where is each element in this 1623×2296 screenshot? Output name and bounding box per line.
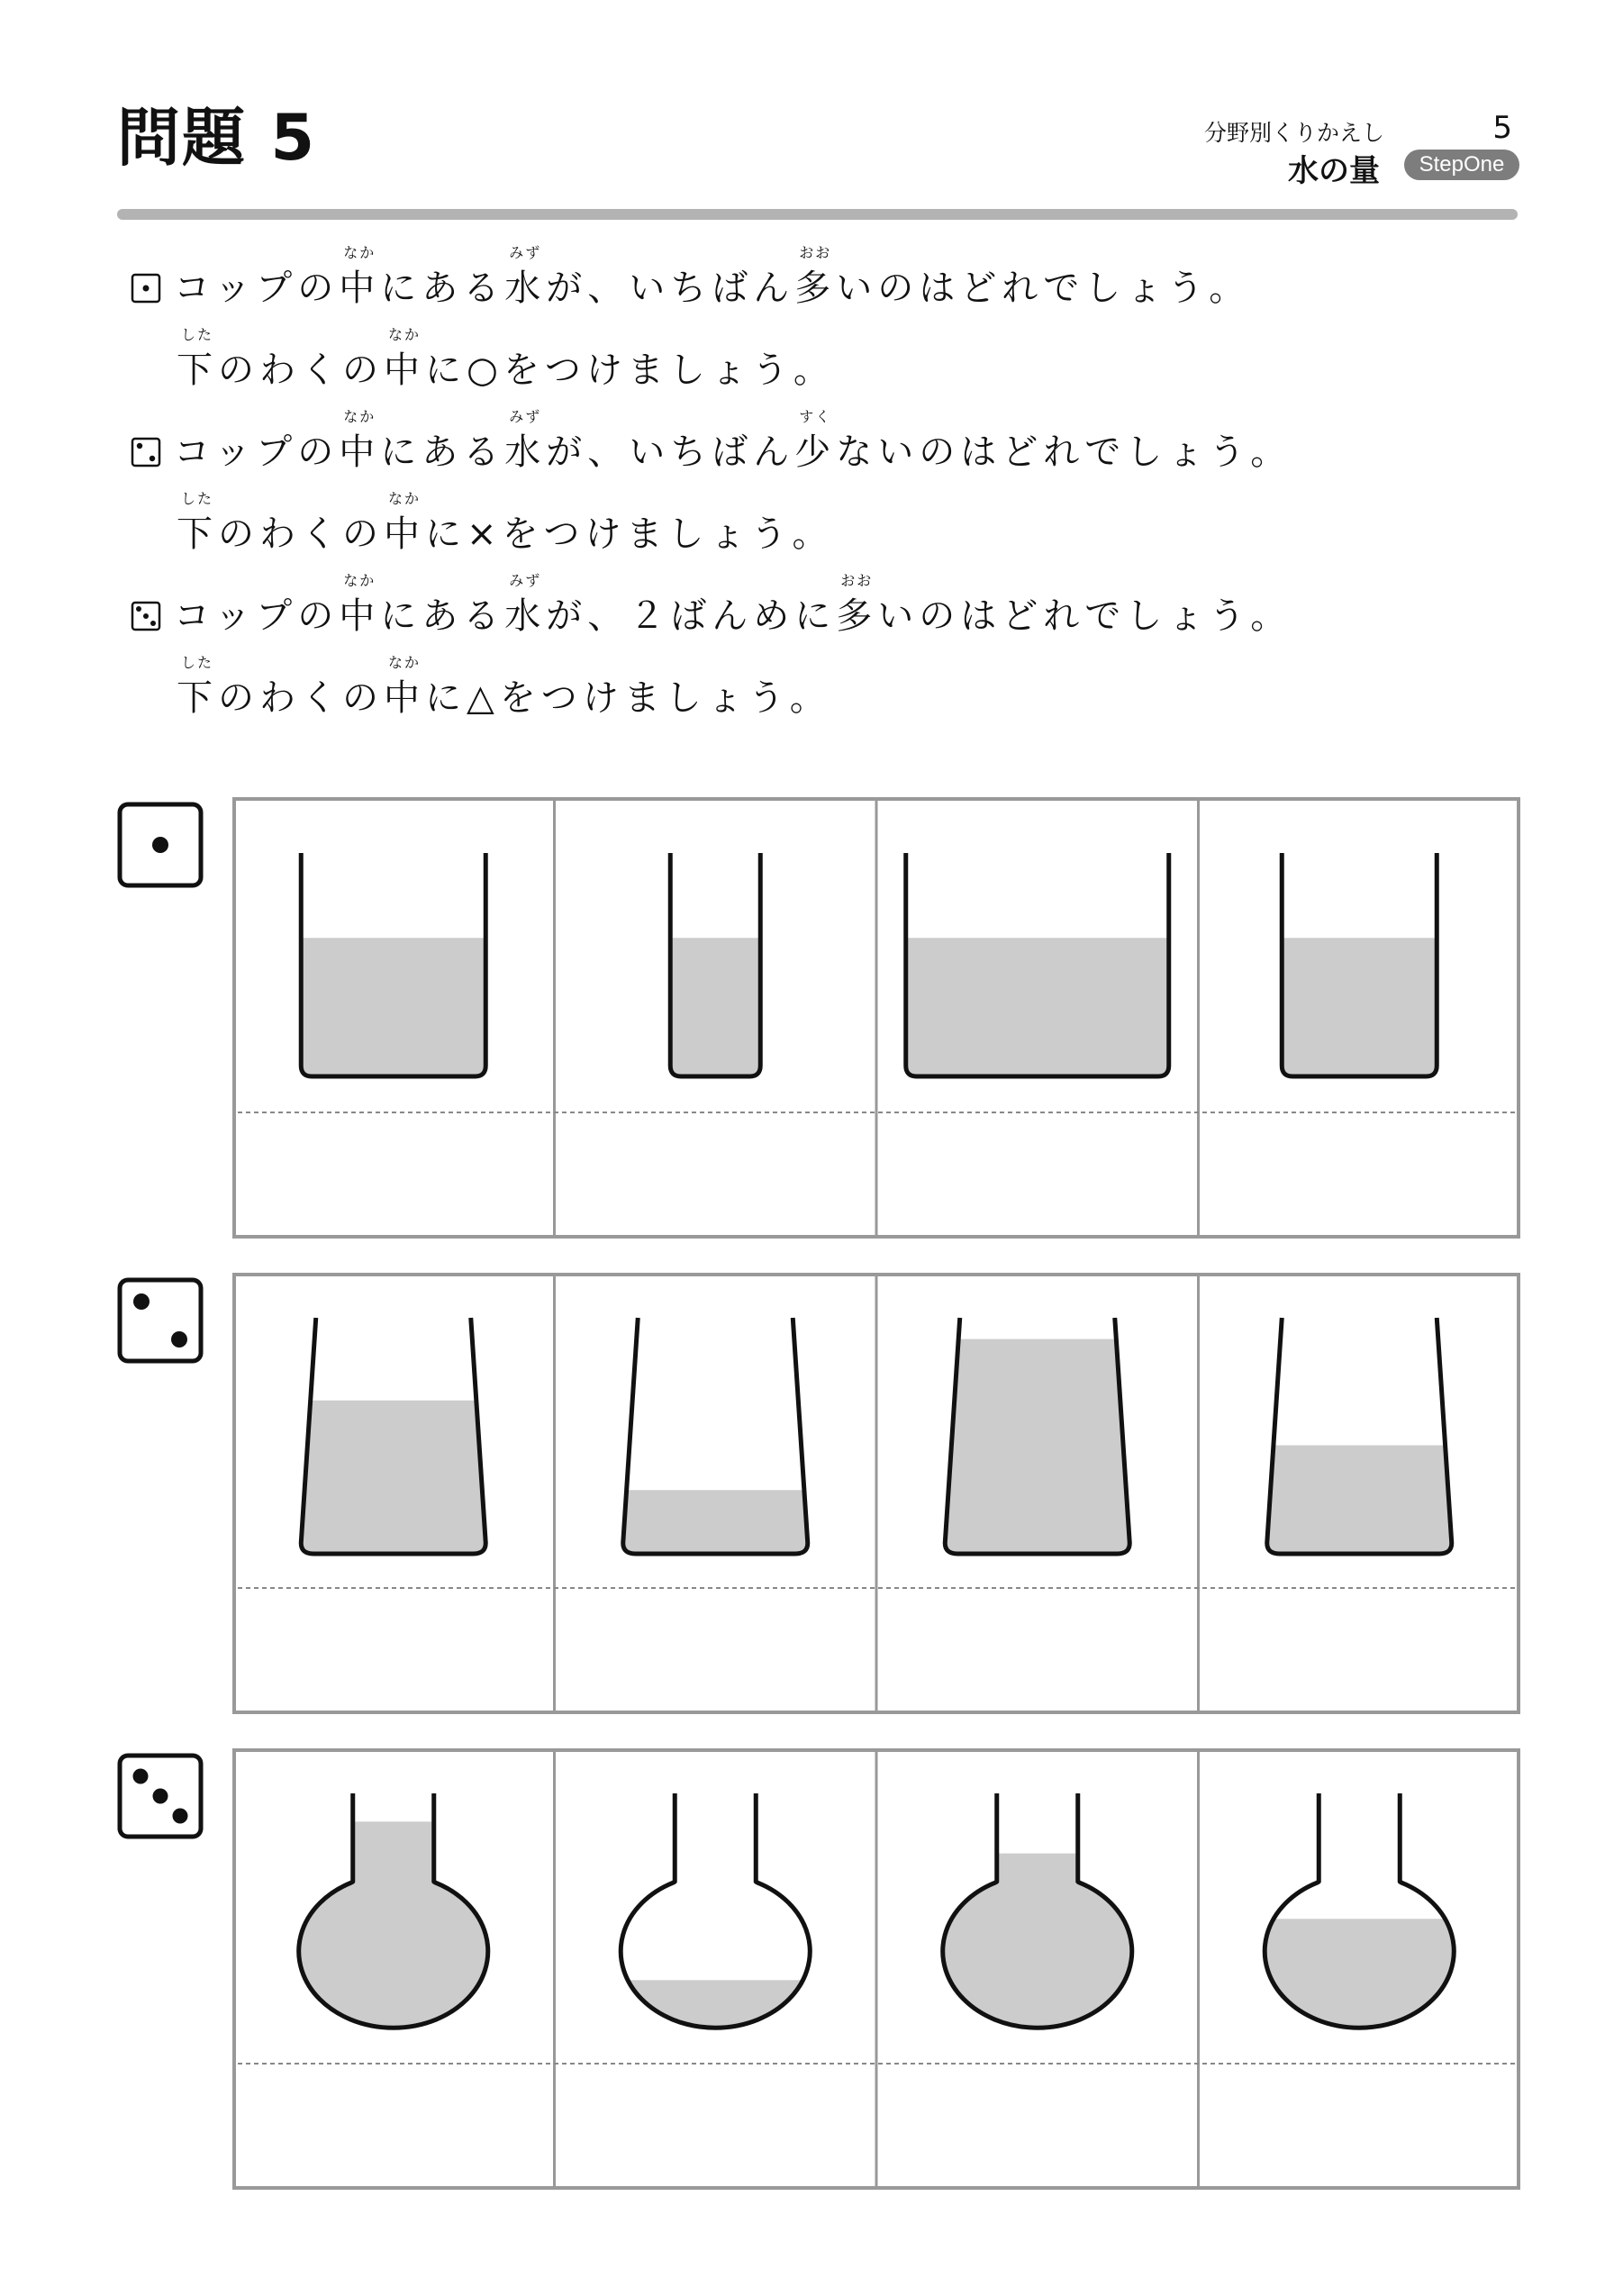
water-fill: [301, 1401, 485, 1554]
header-divider: [117, 209, 1518, 220]
cup-4: [1282, 853, 1437, 1076]
cup-2: [670, 853, 760, 1076]
ruby-kanji: 下 した: [177, 326, 218, 391]
tapered-cup-1: [301, 1318, 485, 1554]
ruby-kanji: 下 した: [177, 654, 218, 719]
water-fill: [1267, 1445, 1452, 1554]
ruby-kanji: 中 なか: [339, 408, 381, 473]
unit-title: 水の量: [1288, 153, 1380, 189]
furigana: みず: [509, 572, 542, 589]
instruction-text: コップの中 なか にある水 みず が、２ばんめに多 おお いのはどれでしょう。: [174, 572, 1292, 637]
answer-cell[interactable]: [238, 1116, 549, 1233]
water-fill: [945, 1339, 1129, 1554]
water-fill: [906, 938, 1169, 1076]
ruby-kanji: 水 みず: [504, 244, 547, 309]
tapered-cup-3: [945, 1318, 1129, 1554]
furigana: した: [180, 326, 213, 343]
page-title: 問題 5: [117, 101, 317, 175]
answer-cell[interactable]: [882, 1116, 1193, 1233]
ruby-kanji: 中 なか: [384, 654, 425, 719]
answer-cell[interactable]: [1204, 2067, 1516, 2184]
problem-1-answer-grid: [232, 797, 1520, 1239]
instruction-1-line-1: [131, 244, 1251, 309]
ruby-kanji: 水 みず: [504, 408, 547, 473]
cup-1: [301, 853, 485, 1076]
furigana: おお: [840, 572, 874, 589]
answer-cell[interactable]: [560, 1592, 872, 1709]
furigana: なか: [387, 654, 421, 671]
problem-3-die-icon: [117, 1753, 204, 1839]
instruction-2-line-2: 下 した のわくの中 なか に×をつけましょう。: [177, 490, 834, 555]
instruction-2-line-1: [131, 408, 1292, 473]
answer-cell[interactable]: [882, 1592, 1193, 1709]
water-fill: [623, 1490, 808, 1554]
tapered-cup-2: [623, 1318, 808, 1554]
answer-cell[interactable]: [560, 2067, 872, 2184]
die-one-icon: [131, 273, 161, 304]
ruby-kanji: 水 みず: [504, 572, 547, 637]
furigana: おお: [799, 244, 832, 261]
furigana: なか: [387, 490, 421, 507]
ruby-kanji: 中 なか: [384, 326, 425, 391]
instruction-3-line-2: 下 した のわくの中 なか に△をつけましょう。: [177, 654, 831, 719]
furigana: なか: [343, 244, 376, 261]
furigana: なか: [343, 408, 376, 425]
die-three-icon: [131, 601, 161, 631]
answer-cell[interactable]: [1204, 1592, 1516, 1709]
ruby-kanji: 中 なか: [339, 572, 381, 637]
furigana: なか: [387, 326, 421, 343]
cup-3: [906, 853, 1169, 1076]
furigana: した: [180, 654, 213, 671]
furigana: みず: [509, 244, 542, 261]
ruby-kanji: 多 おお: [794, 244, 837, 309]
ruby-kanji: 中 なか: [339, 244, 381, 309]
answer-cell[interactable]: [238, 2067, 549, 2184]
furigana: みず: [509, 408, 542, 425]
die-two-icon: [131, 437, 161, 467]
ruby-kanji: 下 した: [177, 490, 218, 555]
furigana: すく: [799, 408, 832, 425]
instruction-text: コップの中 なか にある水 みず が、いちばん多 おお いのはどれでしょう。: [174, 244, 1251, 309]
ruby-kanji: 少 すく: [794, 408, 837, 473]
page-number: 5: [1492, 110, 1512, 146]
answer-cell[interactable]: [238, 1592, 549, 1709]
water-fill: [670, 938, 760, 1076]
water-fill: [301, 938, 485, 1076]
furigana: なか: [343, 572, 376, 589]
step-one-badge: StepOne: [1404, 150, 1519, 180]
water-fill: [1282, 938, 1437, 1076]
problem-2-answer-grid: [232, 1273, 1520, 1714]
instruction-1-line-2: 下 した のわくの中 なか に○をつけましょう。: [177, 326, 835, 391]
answer-cell[interactable]: [560, 1116, 872, 1233]
ruby-kanji: 中 なか: [384, 490, 425, 555]
problem-1-die-icon: [117, 802, 204, 888]
ruby-kanji: 多 おお: [836, 572, 878, 637]
header-info: [1015, 110, 1519, 191]
instruction-3-line-1: [131, 572, 1292, 637]
answer-cell[interactable]: [882, 2067, 1193, 2184]
furigana: した: [180, 490, 213, 507]
subject-label: 分野別くりかえし: [1203, 120, 1384, 146]
tapered-cup-4: [1267, 1318, 1452, 1554]
instruction-text: コップの中 なか にある水 みず が、いちばん少 すく ないのはどれでしょう。: [174, 408, 1292, 473]
problem-3-answer-grid: [232, 1748, 1520, 2190]
problem-2-die-icon: [117, 1277, 204, 1364]
answer-cell[interactable]: [1204, 1116, 1516, 1233]
